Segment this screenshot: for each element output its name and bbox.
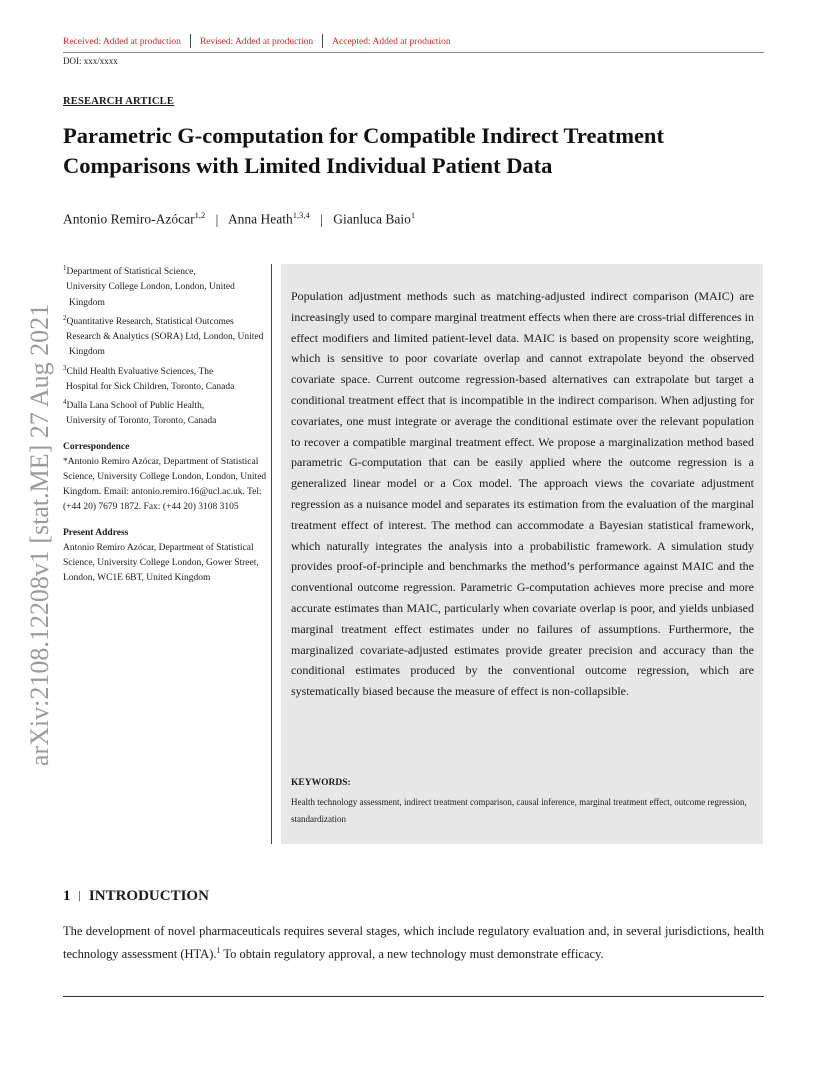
header-rule	[63, 52, 764, 53]
author-separator: |	[215, 211, 219, 227]
author-name: Anna Heath	[227, 211, 293, 227]
affiliation	[63, 311, 268, 361]
correspondence-heading: Correspondence	[63, 441, 130, 452]
affiliation-text: University of Toronto, Toronto, Canada	[66, 416, 217, 427]
keywords-heading: KEYWORDS:	[291, 778, 351, 788]
present-address-heading: Present Address	[63, 527, 129, 538]
paper-title: Parametric G-computation for Compatible Indirect Treatment Comparisons with Limited Individual Patient Data	[63, 123, 664, 178]
divider	[190, 34, 191, 48]
article-type: RESEARCH ARTICLE	[63, 96, 175, 107]
citation-marker[interactable]: 1	[216, 946, 221, 955]
correspondence-text: *Antonio Remiro Azócar, Department of Statistical Science, University College London, London, United Kingdom. Email: antonio.remiro.16@ucl.ac.uk. Tel: (+44 20) 7679 1872. Fax: (+44 20) 3108 3105	[63, 456, 267, 513]
affiliation-text: Dalla Lana School of Public Health,	[66, 401, 205, 412]
section-heading	[63, 888, 209, 905]
section-number: 1	[63, 888, 71, 904]
received-date: Received: Added at production	[63, 37, 181, 48]
keywords-text: Health technology assessment, indirect treatment comparison, causal inference, marginal treatment effect, outcome regression, standardization	[291, 797, 747, 824]
affiliation-text: Child Health Evaluative Sciences, The	[66, 366, 214, 377]
affiliation	[63, 395, 268, 430]
publication-history	[63, 35, 451, 49]
author-list	[63, 210, 415, 228]
author-name: Antonio Remiro-Azócar	[63, 211, 195, 227]
author-affiliation-marker: 1,2	[194, 210, 206, 220]
accepted-date: Accepted: Added at production	[332, 37, 451, 48]
affiliation-number: 2	[63, 313, 67, 322]
affiliation-text: Quantitative Research, Statistical Outcomes	[66, 316, 234, 327]
doi: DOI: xxx/xxxx	[63, 56, 118, 66]
affiliation-number: 3	[63, 363, 67, 372]
author-name: Gianluca Baio	[333, 211, 411, 227]
paragraph-text: To obtain regulatory approval, a new technology must demonstrate efficacy.	[220, 947, 604, 962]
affiliation	[63, 361, 268, 396]
affiliation-text: Hospital for Sick Children, Toronto, Canada	[66, 381, 235, 392]
divider	[322, 34, 323, 48]
author-affiliation-marker: 1	[410, 210, 416, 220]
introduction-paragraph	[63, 921, 764, 964]
arxiv-identifier: arXiv:2108.12208v1 [stat.ME] 27 Aug 2021	[25, 303, 54, 767]
section-title: INTRODUCTION	[88, 888, 209, 904]
affiliations-column	[63, 261, 268, 586]
affiliation-text: University College London, London, United Kingdom	[66, 282, 235, 308]
affiliation-text: Research & Analytics (SORA) Ltd, London, United Kingdom	[66, 332, 264, 358]
column-divider	[271, 264, 272, 844]
arxiv-stamp	[17, 270, 63, 800]
author-separator: |	[320, 211, 323, 227]
author-affiliation-marker: 1,3,4	[292, 210, 310, 220]
affiliation	[63, 261, 268, 311]
affiliation-number: 1	[63, 264, 67, 272]
section-separator: |	[78, 888, 81, 902]
paragraph-text: The development of novel pharmaceuticals requires several stages, which include regulatory evaluation and, in several jurisdictions, health technology assessment (HTA).	[63, 924, 764, 962]
affiliation-number: 4	[63, 398, 67, 407]
footer-rule	[63, 996, 764, 997]
abstract-text: Population adjustment methods such as matching-adjusted indirect comparison (MAIC) are increasingly used to compare marginal treatment effects when there are cross-trial differences in effect modifiers and limited patient-level data. MAIC is based on propensity score weighting, which is sensitive to poor covariate overlap and cannot extrapolate beyond the observed covariate space. Current outcome regression-based alternatives can extrapolate but target a conditional treatment effect that is incompatible in the indirect comparison. When adjusting for covariates, one must integrate or average the conditional estimate over the relevant population to recover a compatible marginal treatment effect. We propose a marginalization method based parametric G-computation that can be easily applied where the outcome regression is a generalized linear model or a Cox model. The approach views the covariate adjustment regression as a nuisance model and separates its estimation from the evaluation of the marginal treatment effect of interest. The method can accommodate a Bayesian statistical framework, which naturally integrates the analysis into a probabilistic framework. A simulation study provides proof-of-principle and benchmarks the method’s performance against MAIC and the conventional outcome regression. Parametric G-computation achieves more precise and more accurate estimates than MAIC, particularly when covariate overlap is poor, and yields unbiased marginal treatment effect estimates under no failures of assumptions. Furthermore, the marginalized covariate-adjusted estimates provide greater precision and accuracy than the conditional estimates produced by the conventional outcome regression, which are systematically biased because the measure of effect is non-collapsible.	[291, 289, 754, 699]
revised-date: Revised: Added at production	[199, 37, 314, 48]
present-address-text: Antonio Remiro Azócar, Department of Statistical Science, University College London, Gower Street, London, WC1E 6BT, United Kingdom	[63, 542, 259, 584]
affiliation-text: Department of Statistical Science,	[66, 267, 196, 278]
